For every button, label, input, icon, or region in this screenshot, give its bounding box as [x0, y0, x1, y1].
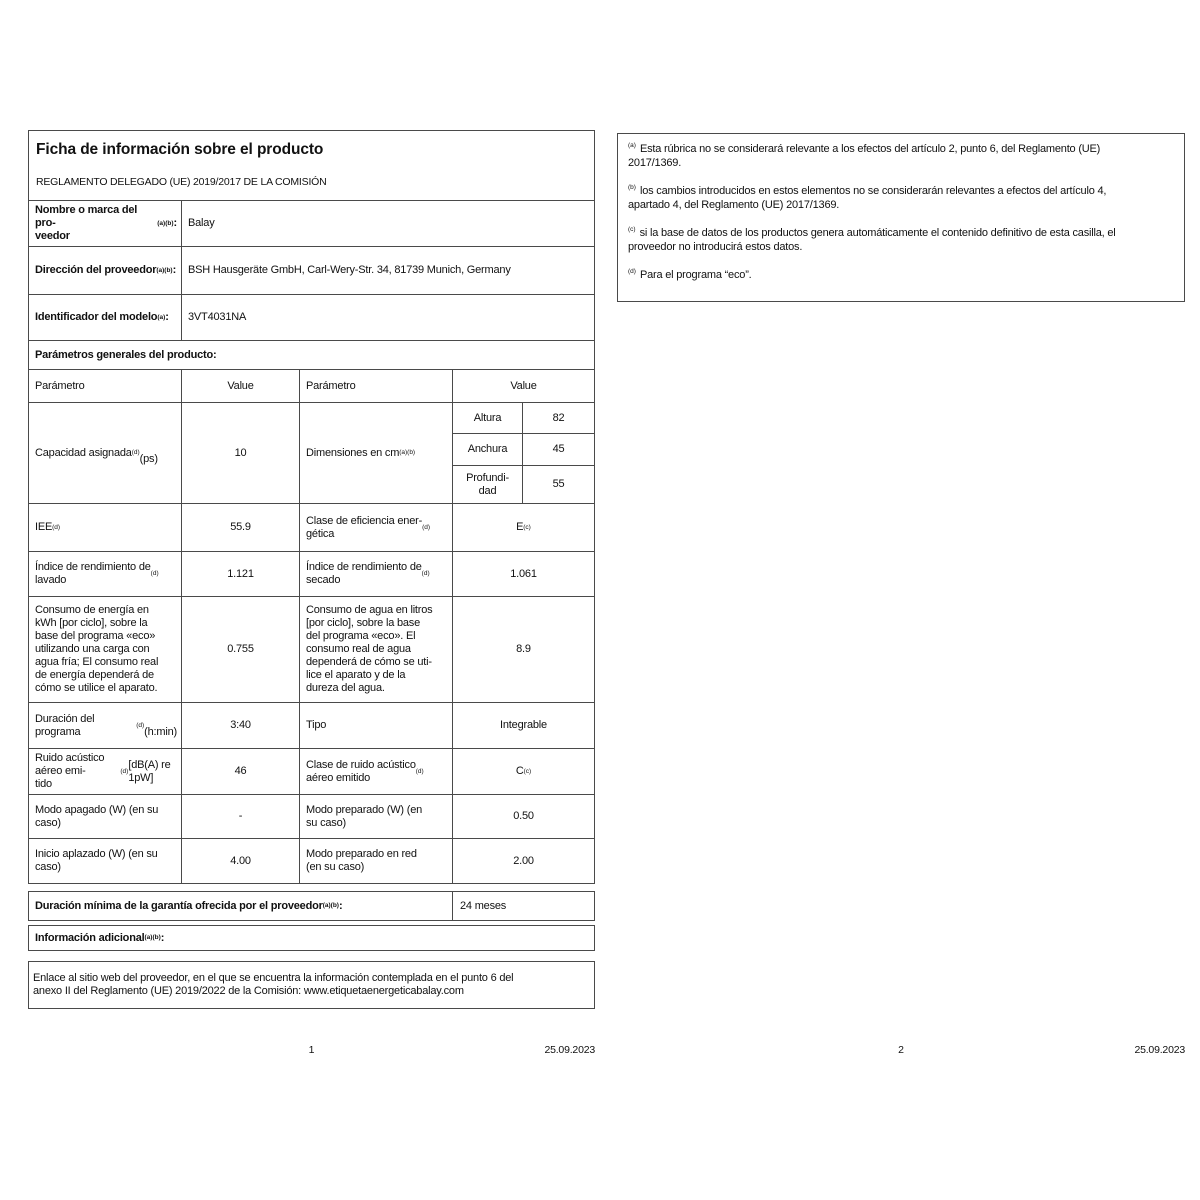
param-label: Índice de rendimiento de secado (d): [299, 552, 452, 596]
footnotes-box: [617, 133, 1185, 302]
footnote-c: [628, 226, 1174, 254]
table-row-performance-index: [29, 551, 594, 596]
param-value: 3:40: [181, 703, 299, 748]
param-value: E (c): [452, 504, 594, 551]
provider-address-value: BSH Hausgeräte GmbH, Carl-Wery-Str. 34, 81739 Munich, Germany: [181, 247, 594, 294]
dimensions-subtable: [452, 403, 594, 503]
footnote-a-text: Esta rúbrica no se considerará relevante a los efectos del artículo 2, punto 6, del Reglamento (UE) 2017/1369.: [628, 143, 1101, 169]
param-value: 8.9: [452, 597, 594, 702]
page2-number: 2: [898, 1044, 904, 1056]
page1-number: 1: [308, 1044, 315, 1056]
table-row-iee: [29, 503, 594, 551]
param-label: Consumo de energía en kWh [por ciclo], sobre la base del programa «eco» utilizando una carga con agua fría; El consumo real de energía dependerá de cómo se utilice el aparato.: [35, 604, 159, 694]
provider-address-row: [29, 246, 594, 294]
param-label: Ruido acústico aéreo emi- tido (d) [dB(A) re 1pW]: [35, 752, 171, 790]
param-value: 0.50: [452, 795, 594, 838]
model-id-value: 3VT4031NA: [181, 295, 594, 340]
website-link-row: [29, 962, 594, 1008]
model-id-label: Identificador del modelo (a) :: [35, 311, 169, 323]
param-value: 1.061: [452, 552, 594, 596]
param-label: Tipo: [299, 703, 452, 748]
dimension-depth-label: Profundi- dad: [466, 471, 509, 497]
footnote-d: [628, 268, 1174, 282]
dimension-height-value: 82: [522, 403, 594, 433]
table-row-consumption: [29, 596, 594, 702]
header-parametro-1: Parámetro: [35, 379, 85, 392]
table-row-duration-type: [29, 702, 594, 748]
page1-date: 25.09.2023: [544, 1044, 595, 1056]
additional-info-row: [29, 926, 594, 950]
footnote-d-text: Para el programa “eco”.: [639, 269, 752, 281]
footnote-c-text: si la base de datos de los productos genera automáticamente el contenido definitivo de esta casilla, el proveedor no introducirá estos datos.: [628, 227, 1116, 253]
dimension-row-depth: [453, 465, 594, 503]
website-link-block: [28, 961, 595, 1009]
general-params-section-row: [29, 340, 594, 369]
additional-info-block: [28, 925, 595, 951]
page-title: Ficha de información sobre el producto: [36, 141, 324, 158]
param-label: Modo apagado (W) (en su caso): [35, 803, 159, 829]
param-label: Modo preparado en red (en su caso): [299, 839, 452, 883]
header-parametro-2: Parámetro: [299, 370, 452, 402]
dimension-width-value: 45: [522, 434, 594, 465]
additional-info-label: Información adicional (a) (b) :: [35, 931, 165, 944]
table-row-noise: [29, 748, 594, 794]
website-link-text: Enlace al sitio web del proveedor, en el que se encuentra la información contemplada en el punto 6 del anexo II del Reglamento (UE) 2019/2022 de la Comisión: www.etiquetaenergeticabalay.com: [33, 972, 514, 997]
dimensions-label: Dimensiones en cm (a) (b): [299, 403, 452, 503]
title-block: [29, 131, 594, 200]
warranty-row: [29, 892, 594, 920]
table-row-delayed-start: [29, 838, 594, 883]
param-value: 46: [181, 749, 299, 794]
param-value: 55.9: [181, 504, 299, 551]
warranty-value: 24 meses: [452, 892, 594, 920]
dimension-depth-value: 55: [522, 466, 594, 503]
dimension-height-label: Altura: [473, 411, 502, 424]
footnote-b: [628, 184, 1174, 212]
dimension-row-height: [453, 403, 594, 433]
warranty-block: [28, 891, 595, 921]
regulation-subtitle: REGLAMENTO DELEGADO (UE) 2019/2017 DE LA COMISIÓN: [36, 176, 327, 188]
footnote-d-marker: (d): [628, 268, 636, 276]
param-label: Índice de rendimiento de lavado (d): [35, 561, 159, 586]
footnote-b-text: los cambios introducidos en estos elementos no se considerarán relevantes a efectos del artículo 4, apartado 4, del Reglamento (UE) 2017/1369.: [628, 185, 1107, 211]
footnote-b-marker: (b): [628, 184, 636, 192]
capacity-label: Capacidad asignada (d) (ps): [35, 446, 158, 465]
param-value: 0.755: [181, 597, 299, 702]
param-label: Clase de ruido acústico aéreo emitido (d): [299, 749, 452, 794]
warranty-label: Duración mínima de la garantía ofrecida por el proveedor (a) (b) :: [35, 899, 343, 912]
page2-date: 25.09.2023: [1134, 1044, 1185, 1056]
param-label: Modo preparado (W) (en su caso): [299, 795, 452, 838]
product-fiche-page: [28, 130, 595, 1009]
provider-name-value: Balay: [181, 201, 594, 246]
capacity-value: 10: [181, 403, 299, 503]
param-label: Clase de eficiencia ener- gética (d): [299, 504, 452, 551]
param-value: 4.00: [181, 839, 299, 883]
fiche-main-table: [28, 130, 595, 884]
footnote-a-marker: (a): [628, 142, 636, 150]
param-label: Inicio aplazado (W) (en su caso): [35, 848, 158, 873]
params-header-row: [29, 369, 594, 402]
capacity-dimensions-row: [29, 402, 594, 503]
provider-name-row: [29, 200, 594, 246]
table-row-off-standby-mode: [29, 794, 594, 838]
dimension-row-width: [453, 433, 594, 465]
provider-address-label: Dirección del proveedor (a) (b) :: [35, 264, 177, 276]
param-value: Integrable: [452, 703, 594, 748]
dimension-width-label: Anchura: [467, 443, 508, 455]
header-value-2: Value: [452, 370, 594, 402]
param-label: IEE (d): [35, 521, 61, 533]
model-id-row: [29, 294, 594, 340]
param-value: 1.121: [181, 552, 299, 596]
param-value: 2.00: [452, 839, 594, 883]
footnote-c-marker: (c): [628, 226, 636, 234]
general-params-section-title: Parámetros generales del producto:: [35, 348, 217, 361]
footnote-a: [628, 142, 1174, 170]
param-value: C (c): [452, 749, 594, 794]
header-value-1: Value: [181, 370, 299, 402]
param-label: Duración del programa (d) (h:min): [35, 712, 177, 738]
provider-name-label: Nombre o marca del pro- veedor (a) (b) :: [35, 204, 177, 242]
param-value: -: [181, 795, 299, 838]
param-label: Consumo de agua en litros [por ciclo], sobre la base del programa «eco». El consumo real de agua dependerá de cómo se uti- lice el aparato y de la dureza del agua.: [299, 597, 452, 702]
